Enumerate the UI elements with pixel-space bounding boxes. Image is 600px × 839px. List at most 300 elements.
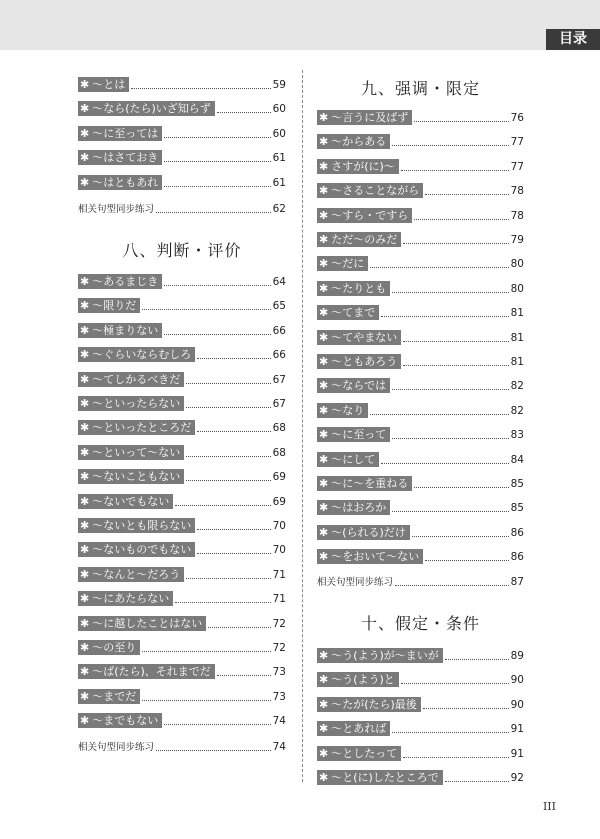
entry-label: ～ぐらいならむしろ	[92, 348, 192, 362]
toc-entry[interactable]	[317, 106, 524, 125]
asterisk-icon: ✱	[319, 330, 329, 344]
asterisk-icon: ✱	[80, 665, 90, 679]
toc-entry[interactable]	[317, 350, 524, 369]
entry-label: ～すら・ですら	[331, 208, 409, 222]
asterisk-icon: ✱	[80, 470, 90, 484]
entry-page: 60	[272, 127, 286, 140]
practice-label: 相关句型同步练习	[78, 742, 155, 753]
entry-label: ～たりとも	[331, 281, 387, 295]
entry-label: ～限りだ	[92, 299, 137, 313]
asterisk-icon: ✱	[319, 477, 329, 490]
entry-page: 68	[272, 446, 286, 459]
asterisk-icon: ✱	[80, 299, 90, 313]
section-title: 十、假定・条件	[360, 614, 480, 633]
toc-entry[interactable]	[317, 693, 524, 712]
entry-badge	[78, 591, 173, 606]
toc-entry[interactable]	[317, 228, 524, 247]
dot-leader	[164, 284, 270, 286]
entry-page: 81	[510, 307, 524, 320]
entry-label: ～ないでもない	[92, 494, 170, 508]
toc-entry[interactable]	[317, 179, 524, 198]
dot-leader	[392, 144, 508, 146]
entry-page: 69	[272, 495, 286, 508]
entry-badge	[78, 420, 195, 435]
toc-entry[interactable]	[317, 252, 524, 271]
entry-label: ～あるまじき	[92, 275, 159, 288]
entry-page: 72	[272, 617, 286, 630]
toc-entry[interactable]	[78, 270, 286, 289]
asterisk-icon: ✱	[80, 175, 90, 189]
entry-label: ～とあれば	[331, 722, 387, 736]
toc-entry[interactable]	[317, 521, 524, 540]
entry-badge	[317, 256, 368, 271]
dot-leader	[395, 584, 509, 586]
asterisk-icon: ✱	[319, 525, 329, 539]
entry-page: 80	[510, 258, 524, 271]
entry-label: ～としたって	[331, 746, 398, 760]
entry-label: ～からある	[331, 135, 387, 149]
asterisk-icon: ✱	[80, 151, 90, 165]
entry-label: ～はさておき	[92, 151, 159, 165]
entry-label: ～といったらない	[92, 397, 181, 410]
dot-leader	[186, 479, 270, 481]
toc-entry[interactable]	[317, 545, 524, 564]
toc-entry[interactable]	[78, 416, 286, 435]
entry-badge	[78, 372, 184, 387]
entry-badge	[78, 126, 162, 141]
entry-badge	[317, 232, 401, 247]
asterisk-icon: ✱	[80, 102, 90, 116]
toc-entry[interactable]	[78, 343, 286, 362]
entry-page: 73	[272, 666, 286, 679]
entry-page: 72	[272, 642, 286, 654]
entry-label: ～ならでは	[331, 379, 387, 393]
entry-badge	[317, 476, 412, 491]
dot-leader	[175, 601, 270, 603]
toc-entry[interactable]	[78, 612, 286, 631]
dot-leader	[142, 650, 270, 652]
toc-entry[interactable]	[78, 171, 286, 190]
toc-entry[interactable]	[317, 155, 524, 174]
asterisk-icon: ✱	[80, 519, 90, 532]
entry-label: ～なら(たら)いざ知らず	[92, 102, 211, 116]
entry-page: 69	[272, 471, 286, 484]
asterisk-icon: ✱	[319, 697, 329, 711]
column-divider	[302, 70, 303, 782]
entry-label: ～とは	[92, 78, 126, 91]
dot-leader	[142, 308, 270, 310]
entry-badge	[317, 208, 412, 223]
asterisk-icon: ✱	[80, 126, 90, 140]
entry-badge	[317, 549, 423, 564]
entry-badge	[78, 616, 206, 631]
dot-leader	[186, 406, 270, 408]
dot-leader	[401, 169, 509, 171]
entry-page: 67	[272, 398, 286, 410]
dot-leader	[425, 559, 508, 561]
entry-badge	[78, 713, 162, 728]
entry-badge	[317, 721, 390, 736]
dot-leader	[403, 242, 508, 244]
toc-entry[interactable]	[317, 496, 524, 515]
toc-entry[interactable]	[317, 277, 524, 296]
toc-entry[interactable]	[317, 374, 524, 393]
toc-entry[interactable]	[78, 368, 286, 387]
entry-badge	[78, 274, 162, 289]
asterisk-icon: ✱	[319, 722, 329, 736]
entry-page: 87	[510, 576, 524, 588]
entry-badge	[78, 664, 215, 679]
toc-entry[interactable]	[78, 73, 286, 92]
entry-page: 76	[510, 112, 524, 124]
entry-badge	[78, 150, 162, 165]
dot-leader	[381, 462, 508, 464]
asterisk-icon: ✱	[80, 445, 90, 459]
asterisk-icon: ✱	[80, 323, 90, 337]
entry-badge	[78, 347, 195, 362]
entry-badge	[317, 770, 443, 785]
dot-leader	[401, 682, 509, 684]
entry-badge	[78, 469, 184, 484]
entry-badge	[78, 396, 184, 411]
entry-badge	[317, 648, 443, 663]
toc-entry[interactable]	[78, 563, 286, 582]
entry-label: ～といったところだ	[92, 421, 192, 435]
entry-label: ～に至って	[331, 428, 387, 442]
asterisk-icon: ✱	[80, 689, 90, 703]
entry-badge	[317, 159, 399, 174]
entry-page: 66	[272, 349, 286, 362]
asterisk-icon: ✱	[80, 421, 90, 435]
toc-entry[interactable]	[78, 319, 286, 338]
practice-label: 相关句型同步练习	[317, 577, 394, 588]
entry-page: 74	[272, 741, 286, 753]
asterisk-icon: ✱	[319, 452, 329, 466]
toc-entry[interactable]	[78, 97, 286, 116]
entry-label: ～ないこともない	[92, 470, 181, 484]
asterisk-icon: ✱	[319, 281, 329, 295]
toc-entry[interactable]	[317, 423, 524, 442]
entry-label: ～に越したことはない	[92, 616, 203, 630]
dot-leader	[381, 315, 508, 317]
toc-practice-row[interactable]	[317, 570, 524, 589]
toc-entry[interactable]	[317, 448, 524, 467]
asterisk-icon: ✱	[80, 372, 90, 386]
entry-badge	[317, 183, 423, 198]
entry-page: 70	[272, 520, 286, 532]
dot-leader	[131, 87, 270, 89]
entry-badge	[78, 494, 173, 509]
dot-leader	[414, 486, 508, 488]
asterisk-icon: ✱	[80, 397, 90, 410]
asterisk-icon: ✱	[80, 567, 90, 581]
entry-badge	[317, 134, 390, 149]
asterisk-icon: ✱	[319, 135, 329, 149]
entry-page: 62	[272, 203, 286, 215]
entry-label: ～ないとも限らない	[92, 519, 192, 532]
entry-label: ～ば(たら)、それまでだ	[92, 665, 211, 679]
entry-page: 82	[510, 380, 524, 393]
entry-page: 85	[510, 478, 524, 490]
entry-badge	[317, 354, 401, 369]
entry-label: ～だに	[331, 257, 365, 271]
toc-entry[interactable]	[317, 204, 524, 223]
entry-page: 77	[510, 136, 524, 149]
entry-label: ただ～のみだ	[331, 233, 398, 246]
toc-entry[interactable]	[317, 301, 524, 320]
header-band	[0, 0, 600, 50]
asterisk-icon: ✱	[319, 233, 329, 246]
toc-entry[interactable]	[317, 742, 524, 761]
entry-label: ～と(に)したところで	[331, 771, 439, 784]
asterisk-icon: ✱	[319, 673, 329, 687]
dot-leader	[403, 340, 508, 342]
asterisk-icon: ✱	[80, 78, 90, 91]
asterisk-icon: ✱	[319, 771, 329, 784]
entry-page: 77	[510, 160, 524, 173]
entry-page: 68	[272, 422, 286, 435]
entry-badge	[78, 77, 129, 92]
entry-badge	[78, 298, 140, 313]
toc-entry[interactable]	[78, 709, 286, 728]
entry-page: 71	[272, 568, 286, 581]
entry-page: 91	[510, 747, 524, 760]
dot-leader	[197, 552, 270, 554]
asterisk-icon: ✱	[319, 184, 329, 198]
entry-badge	[78, 445, 184, 460]
dot-leader	[370, 266, 508, 268]
asterisk-icon: ✱	[80, 641, 90, 654]
toc-entry[interactable]	[317, 717, 524, 736]
dot-leader	[164, 160, 270, 162]
toc-entry[interactable]	[78, 514, 286, 533]
dot-leader	[423, 707, 509, 709]
asterisk-icon: ✱	[319, 159, 329, 173]
entry-badge	[317, 378, 390, 393]
entry-badge	[78, 518, 195, 533]
practice-label: 相关句型同步练习	[78, 204, 155, 215]
asterisk-icon: ✱	[319, 649, 329, 662]
entry-label: ～(られる)だけ	[331, 525, 406, 539]
dot-leader	[164, 333, 270, 335]
entry-label: さすが(に)～	[331, 159, 395, 173]
dot-leader	[197, 357, 270, 359]
dot-leader	[370, 413, 508, 415]
toc-entry[interactable]	[78, 636, 286, 655]
entry-label: ～といって～ない	[92, 445, 181, 459]
dot-leader	[186, 577, 270, 579]
dot-leader	[142, 699, 270, 701]
entry-badge	[317, 672, 399, 687]
toc-entry[interactable]	[78, 441, 286, 460]
entry-badge	[78, 567, 184, 582]
asterisk-icon: ✱	[319, 428, 329, 442]
asterisk-icon: ✱	[80, 592, 90, 606]
dot-leader	[175, 504, 270, 506]
toc-entry[interactable]	[317, 766, 524, 785]
asterisk-icon: ✱	[319, 208, 329, 222]
dot-leader	[186, 382, 270, 384]
entry-page: 78	[510, 209, 524, 222]
entry-page: 79	[510, 234, 524, 246]
header-title: 目录	[546, 29, 600, 50]
toc-practice-row[interactable]	[78, 735, 286, 754]
entry-badge	[78, 175, 162, 190]
asterisk-icon: ✱	[319, 403, 329, 417]
toc-entry[interactable]	[78, 660, 286, 679]
asterisk-icon: ✱	[319, 306, 329, 320]
asterisk-icon: ✱	[319, 379, 329, 393]
entry-badge	[317, 403, 368, 418]
dot-leader	[197, 528, 270, 530]
entry-label: ～はともあれ	[92, 175, 159, 189]
entry-page: 85	[510, 502, 524, 515]
dot-leader	[164, 185, 270, 187]
toc-entry[interactable]	[78, 465, 286, 484]
entry-page: 67	[272, 373, 286, 386]
entry-page: 74	[272, 715, 286, 728]
entry-badge	[78, 323, 162, 338]
entry-page: 82	[510, 404, 524, 417]
section-title: 八、判断・评价	[122, 241, 242, 260]
entry-label: ～までもない	[92, 714, 159, 728]
entry-page: 60	[272, 103, 286, 116]
entry-badge	[78, 542, 195, 557]
entry-page: 83	[510, 429, 524, 442]
toc-entry[interactable]	[317, 399, 524, 418]
entry-label: ～までだ	[92, 689, 137, 703]
entry-label: ～てしかるべきだ	[92, 372, 181, 386]
toc-entry[interactable]	[78, 490, 286, 509]
entry-page: 61	[272, 152, 286, 165]
entry-label: ～をおいて～ない	[331, 550, 420, 564]
dot-leader	[392, 510, 508, 512]
toc-practice-row[interactable]	[78, 197, 286, 216]
entry-page: 81	[510, 356, 524, 368]
entry-page: 89	[510, 650, 524, 662]
entry-label: ～う(よう)が～まいが	[331, 649, 439, 662]
asterisk-icon: ✱	[80, 543, 90, 557]
entry-page: 65	[272, 300, 286, 313]
toc-entry[interactable]	[78, 538, 286, 557]
entry-badge	[317, 281, 390, 296]
entry-label: ～てまで	[331, 306, 376, 320]
dot-leader	[156, 211, 271, 213]
entry-page: 90	[510, 698, 524, 711]
entry-badge	[78, 689, 140, 704]
dot-leader	[425, 193, 508, 195]
entry-page: 80	[510, 282, 524, 295]
section-title: 九、强调・限定	[360, 79, 480, 98]
asterisk-icon: ✱	[80, 494, 90, 508]
toc-entry[interactable]	[78, 146, 286, 165]
entry-label: ～言うに及ばず	[331, 111, 409, 124]
dot-leader	[208, 626, 270, 628]
asterisk-icon: ✱	[80, 714, 90, 728]
entry-badge	[317, 697, 421, 712]
dot-leader	[197, 430, 270, 432]
entry-badge	[317, 305, 379, 320]
dot-leader	[445, 780, 509, 782]
entry-label: ～に～を重ねる	[331, 477, 409, 490]
toc-entry[interactable]	[78, 685, 286, 704]
dot-leader	[392, 731, 508, 733]
asterisk-icon: ✱	[319, 550, 329, 564]
dot-leader	[392, 291, 508, 293]
toc-entry[interactable]	[78, 587, 286, 606]
toc-entry[interactable]	[317, 326, 524, 345]
asterisk-icon: ✱	[319, 355, 329, 368]
dot-leader	[403, 756, 508, 758]
entry-page: 59	[272, 79, 286, 91]
dot-leader	[164, 723, 270, 725]
entry-label: ～う(よう)と	[331, 673, 395, 687]
dot-leader	[217, 674, 271, 676]
dot-leader	[414, 120, 508, 122]
page-number: III	[542, 800, 556, 813]
dot-leader	[217, 111, 271, 113]
dot-leader	[392, 388, 509, 390]
entry-label: ～たが(たら)最後	[331, 697, 417, 711]
entry-badge	[317, 427, 390, 442]
entry-badge	[317, 500, 390, 515]
asterisk-icon: ✱	[80, 616, 90, 630]
asterisk-icon: ✱	[80, 275, 90, 288]
entry-page: 90	[510, 674, 524, 687]
entry-badge	[78, 101, 215, 116]
entry-badge	[78, 640, 140, 655]
toc-entry[interactable]	[317, 472, 524, 491]
entry-label: ～ともあろう	[331, 355, 398, 368]
dot-leader	[403, 364, 508, 366]
asterisk-icon: ✱	[319, 746, 329, 760]
entry-label: ～極まりない	[92, 323, 159, 337]
entry-label: ～に至っては	[92, 126, 159, 140]
dot-leader	[186, 455, 270, 457]
entry-label: ～なんと～だろう	[92, 567, 181, 581]
entry-label: ～はおろか	[331, 501, 387, 515]
entry-label: ～てやまない	[331, 330, 398, 344]
dot-leader	[156, 749, 271, 751]
entry-badge	[317, 452, 379, 467]
entry-label: ～さることながら	[331, 184, 420, 198]
entry-badge	[317, 330, 401, 345]
dot-leader	[445, 658, 509, 660]
entry-badge	[317, 525, 410, 540]
entry-label: ～にあたらない	[92, 592, 170, 606]
entry-page: 86	[510, 551, 524, 564]
toc-entry[interactable]	[78, 392, 286, 411]
entry-page: 61	[272, 176, 286, 189]
entry-page: 64	[272, 276, 286, 288]
entry-label: ～なり	[331, 403, 365, 417]
toc-entry[interactable]	[78, 294, 286, 313]
entry-page: 92	[510, 772, 524, 784]
dot-leader	[412, 535, 509, 537]
toc-entry[interactable]	[78, 122, 286, 141]
entry-page: 71	[272, 593, 286, 606]
dot-leader	[414, 218, 508, 220]
toc-entry[interactable]	[317, 130, 524, 149]
entry-label: ～の至り	[92, 641, 137, 654]
toc-entry[interactable]	[317, 644, 524, 663]
entry-page: 73	[272, 690, 286, 703]
entry-label: ～ないものでもない	[92, 543, 192, 557]
entry-badge	[317, 746, 401, 761]
toc-entry[interactable]	[317, 668, 524, 687]
entry-page: 66	[272, 324, 286, 337]
entry-badge	[317, 110, 412, 125]
